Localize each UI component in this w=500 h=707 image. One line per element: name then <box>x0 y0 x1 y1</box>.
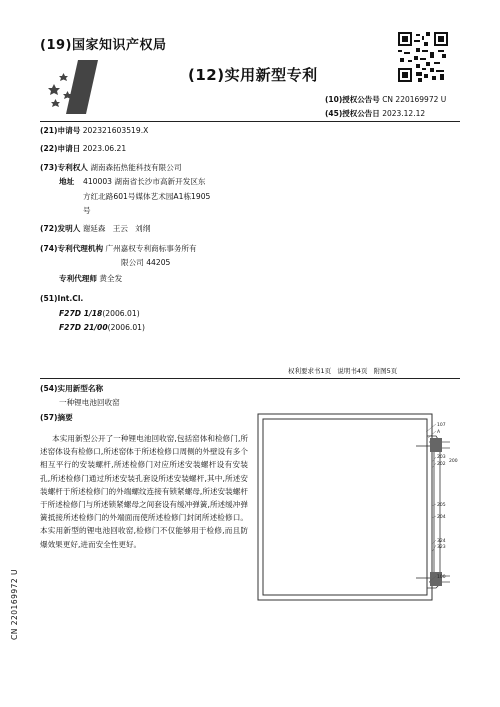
cpc-2-version: (2006.01) <box>107 323 145 332</box>
application-date-label: (22)申请日 <box>40 144 81 153</box>
agent <box>59 272 122 286</box>
abstract-text: 本实用新型公开了一种锂电池回收窑,包括窑体和检修门,所述窑体设有检修口,所述窑体于所述检修口周侧的外壁设有多个相互平行的安装螺杆,所述检修门对应所述安装螺杆设有安装孔,所述检修门通过所述安装孔套设所述安装螺杆,其中,所述安装螺杆于所述检修门的外端螺纹连接有锁紧螺母,所述安装螺杆于所述检修门与所述锁紧螺母之间套设有缓冲弹簧,所述缓冲弹簧抵接所述检修门的外端面而使所述检修门封闭所述检修口。本实用新型的锂电池回收窑,检修门不仅能够用于检修,而且防爆效果更好,进而安全性更好。 <box>40 434 248 549</box>
utility-model-title: 一种锂电池回收窑 <box>59 398 120 407</box>
address-line-2: 方红北路601号媒体艺术园A1栋1905 <box>83 192 211 201</box>
header-divider <box>40 121 460 122</box>
title-label-text: (54)实用新型名称 <box>40 384 104 393</box>
utility-model-title-label <box>40 382 103 396</box>
application-date <box>40 142 126 156</box>
agency-line-2: 限公司 44205 <box>121 258 171 267</box>
agent-label: 专利代理师 <box>59 274 97 283</box>
address-line-1: 410003 湖南省长沙市高新开发区东 <box>83 177 206 186</box>
document-type: (12)实用新型专利 <box>188 66 318 84</box>
qr-code <box>398 32 448 82</box>
agency-line-1: 广州嘉权专利商标事务所有 <box>105 244 197 253</box>
cnipa-logo <box>40 58 100 116</box>
address-label-text: 地址 <box>59 177 75 186</box>
address-line-3: 号 <box>83 206 91 215</box>
address-label <box>59 175 74 189</box>
fig-label-100: 100 <box>437 575 446 580</box>
cpc-class-2 <box>59 321 145 335</box>
page-count: 权利要求书1页 说明书4页 附图5页 <box>288 367 398 375</box>
application-number <box>40 124 148 138</box>
fig-label-203: 203 <box>437 455 446 460</box>
office-name: (19)国家知识产权局 <box>40 38 167 53</box>
fig-label-323: 323 <box>437 545 446 550</box>
pub-number-line <box>325 94 446 105</box>
inventors <box>40 222 150 236</box>
cpc-1-code: F27D 1/18 <box>59 309 103 318</box>
cpc-2-code: F27D 21/00 <box>59 323 108 332</box>
pub-date-label: (45)授权公告日 <box>325 109 380 118</box>
application-date-value: 2023.06.21 <box>82 144 127 153</box>
pub-number: CN 220169972 U <box>382 95 447 104</box>
application-number-value: 202321603519.X <box>82 126 149 135</box>
fig-label-107: 107 <box>437 423 446 428</box>
pub-date-line <box>325 108 425 119</box>
fig-label-205: 205 <box>437 503 446 508</box>
pub-date: 2023.12.12 <box>382 109 426 118</box>
cpc-1-version: (2006.01) <box>102 309 140 318</box>
fig-label-204: 204 <box>437 515 446 520</box>
fig-label-a: A <box>437 430 441 435</box>
abstract-label <box>40 411 73 425</box>
abstract-figure <box>256 412 461 604</box>
patentee-label: (73)专利权人 <box>40 163 88 172</box>
abstract-label-text: (57)摘要 <box>40 413 73 422</box>
fig-label-324: 324 <box>437 539 446 544</box>
fig-label-202: 202 <box>437 462 446 467</box>
agent-value: 黄全发 <box>99 274 123 283</box>
fig-label-200: 200 <box>449 459 458 464</box>
agency <box>40 242 197 256</box>
side-publication-number: CN 220169972 U <box>10 568 19 640</box>
patentee <box>40 161 181 175</box>
patentee-value: 湖南森拓热能科技有限公司 <box>90 163 182 172</box>
inventors-label: (72)发明人 <box>40 224 81 233</box>
cpc-class-1 <box>59 307 140 321</box>
inventors-value: 谢延森 王云 刘纲 <box>82 224 151 233</box>
int-cl-label-text: (51)Int.Cl. <box>40 294 84 303</box>
application-number-label: (21)申请号 <box>40 126 81 135</box>
pub-number-label: (10)授权公告号 <box>325 95 380 104</box>
pages-divider <box>40 378 460 379</box>
agency-label: (74)专利代理机构 <box>40 244 104 253</box>
int-cl-label <box>40 292 83 306</box>
